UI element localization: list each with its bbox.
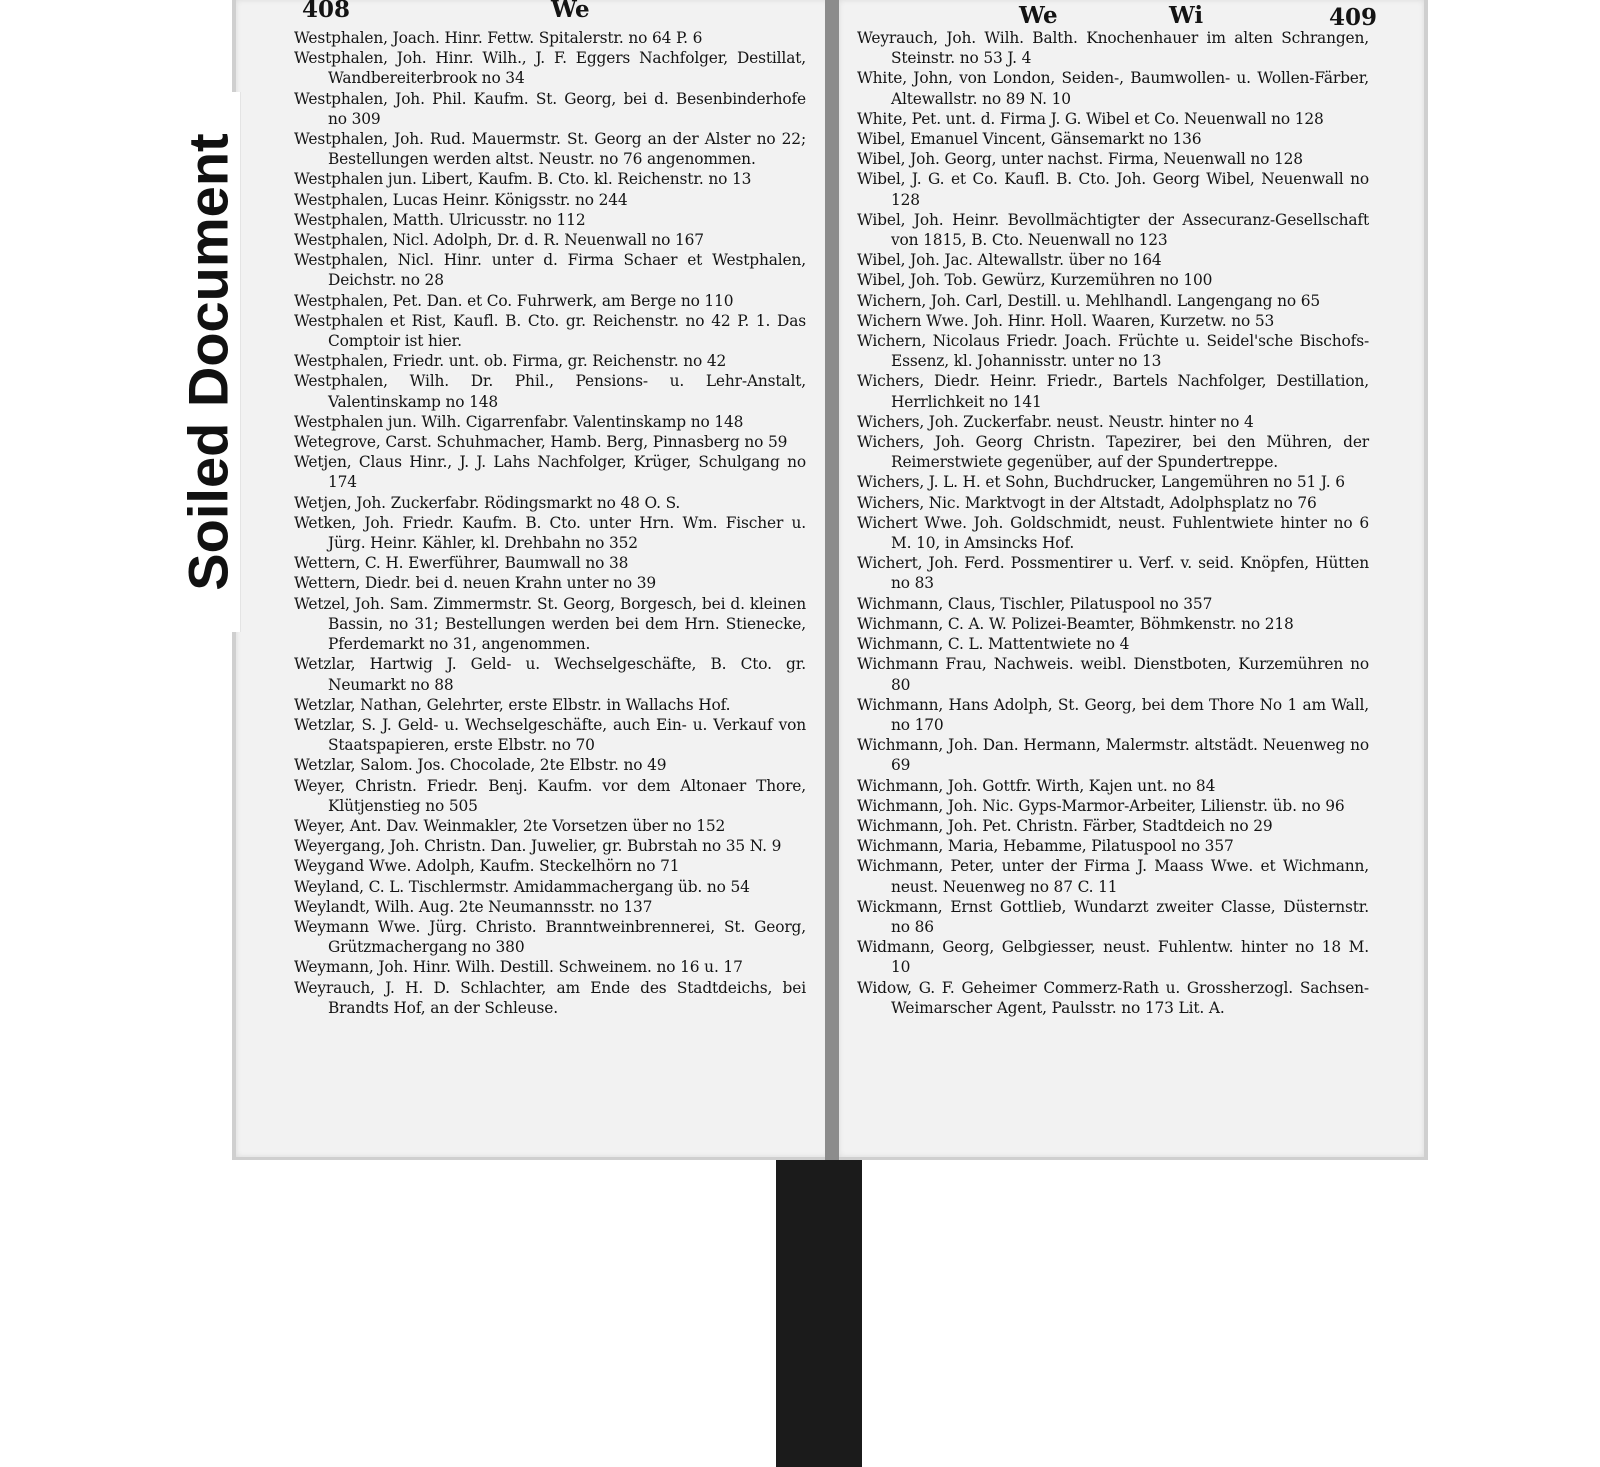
directory-entry: Westphalen, Joh. Hinr. Wilh., J. F. Eggers Nachfolger, Destillat, Wandbereiterbrook no 34: [294, 49, 806, 88]
directory-entry: White, John, von London, Seiden-, Baumwollen- u. Wollen-Färber, Altewallstr. no 89 N. 10: [857, 69, 1369, 108]
directory-entry: Wettern, C. H. Ewerführer, Baumwall no 38: [294, 554, 629, 573]
directory-entry: Weyland, C. L. Tischlermstr. Amidammachergang üb. no 54: [294, 877, 750, 896]
directory-entry: Weyrauch, Joh. Wilh. Balth. Knochenhauer im alten Schrangen, Steinstr. no 53 J. 4: [857, 29, 1369, 68]
directory-entry: Wichers, Diedr. Heinr. Friedr., Bartels Nachfolger, Destillation, Herrlichkeit no 141: [857, 372, 1369, 411]
directory-entry: Westphalen, Lucas Heinr. Königsstr. no 244: [294, 190, 628, 209]
directory-entry: Wichmann, Joh. Pet. Christn. Färber, Stadtdeich no 29: [857, 816, 1273, 835]
directory-entry: Weyer, Christn. Friedr. Benj. Kaufm. vor dem Altonaer Thore, Klütjenstieg no 505: [294, 776, 806, 815]
left-entry-list: [294, 28, 806, 1018]
directory-entry: Westphalen, Joh. Rud. Mauermstr. St. Georg an der Alster no 22; Bestellungen werden altst. Neustr. no 76 angenommen.: [294, 130, 806, 169]
directory-entry: Westphalen, Joach. Hinr. Fettw. Spitalerstr. no 64 P. 6: [294, 29, 703, 47]
directory-entry: Wichern, Nicolaus Friedr. Joach. Früchte u. Seidel'sche Bischofs-Essenz, kl. Johannisstr. unter no 13: [857, 332, 1369, 371]
directory-entry: Westphalen, Nicl. Hinr. unter d. Firma Schaer et Westphalen, Deichstr. no 28: [294, 251, 806, 290]
right-page-header: [839, 0, 1424, 31]
directory-entry: Wichern, Joh. Carl, Destill. u. Mehlhandl. Langengang no 65: [857, 291, 1321, 310]
directory-entry: Westphalen, Nicl. Adolph, Dr. d. R. Neuenwall no 167: [294, 231, 704, 250]
directory-entry: Wettern, Diedr. bei d. neuen Krahn unter no 39: [294, 574, 657, 593]
directory-entry: Wichmann, Maria, Hebamme, Pilatuspool no 357: [857, 837, 1234, 856]
directory-entry: Wichmann, Joh. Dan. Hermann, Malermstr. altstädt. Neuenweg no 69: [857, 736, 1369, 775]
directory-entry: Weyergang, Joh. Christn. Dan. Juwelier, gr. Bubrstah no 35 N. 9: [294, 837, 782, 856]
directory-entry: Westphalen, Friedr. unt. ob. Firma, gr. Reichenstr. no 42: [294, 352, 727, 371]
directory-entry: Wetjen, Claus Hinr., J. J. Lahs Nachfolger, Krüger, Schulgang no 174: [294, 453, 806, 492]
directory-entry: Wichern Wwe. Joh. Hinr. Holl. Waaren, Kurzetw. no 53: [857, 311, 1275, 330]
left-page: [232, 0, 829, 1160]
directory-entry: Weyrauch, J. H. D. Schlachter, am Ende des Stadtdeichs, bei Brandts Hof, an der Schleuse.: [294, 978, 806, 1017]
directory-entry: Westphalen, Matth. Ulricusstr. no 112: [294, 210, 586, 229]
left-page-header: [236, 0, 829, 22]
right-page: [839, 0, 1428, 1160]
directory-entry: Westphalen, Wilh. Dr. Phil., Pensions- u. Lehr-Anstalt, Valentinskamp no 148: [294, 372, 806, 411]
directory-entry: Wichmann, Claus, Tischler, Pilatuspool no 357: [857, 594, 1213, 613]
directory-entry: Wickmann, Ernst Gottlieb, Wundarzt zweiter Classe, Düsternstr. no 86: [857, 897, 1369, 936]
left-page-key-word: We: [551, 0, 590, 23]
directory-entry: Wibel, Joh. Jac. Altewallstr. über no 164: [857, 251, 1162, 270]
right-page-key-word-2: Wi: [1169, 2, 1204, 29]
directory-entry: Wetegrove, Carst. Schuhmacher, Hamb. Berg, Pinnasberg no 59: [294, 433, 788, 452]
directory-entry: Wichmann, Peter, unter der Firma J. Maass Wwe. et Wichmann, neust. Neuenweg no 87 C. 11: [857, 857, 1369, 896]
directory-entry: Wibel, Joh. Georg, unter nachst. Firma, Neuenwall no 128: [857, 150, 1303, 169]
directory-entry: Wichers, Joh. Zuckerfabr. neust. Neustr. hinter no 4: [857, 412, 1254, 431]
directory-entry: Wichmann, Hans Adolph, St. Georg, bei dem Thore No 1 am Wall, no 170: [857, 695, 1369, 734]
directory-entry: Weygand Wwe. Adolph, Kaufm. Steckelhörn no 71: [294, 857, 680, 876]
directory-entry: Wibel, J. G. et Co. Kaufl. B. Cto. Joh. Georg Wibel, Neuenwall no 128: [857, 170, 1369, 209]
directory-entry: Wichert, Joh. Ferd. Possmentirer u. Verf. v. seid. Knöpfen, Hütten no 83: [857, 554, 1369, 593]
directory-entry: Wichers, Joh. Georg Christn. Tapezirer, bei den Mühren, der Reimerstwiete gegenüber, auf der Spundertreppe.: [857, 433, 1369, 472]
directory-entry: Wichmann, Joh. Nic. Gyps-Marmor-Arbeiter, Lilienstr. üb. no 96: [857, 796, 1345, 815]
directory-entry: Wibel, Joh. Tob. Gewürz, Kurzemühren no 100: [857, 271, 1213, 290]
directory-entry: Wetjen, Joh. Zuckerfabr. Rödingsmarkt no 48 O. S.: [294, 493, 681, 512]
directory-entry: Wichmann, Joh. Gottfr. Wirth, Kajen unt. no 84: [857, 776, 1216, 795]
right-entry-list: [857, 28, 1369, 1018]
book-gutter: [825, 0, 839, 1160]
directory-entry: Wichmann, C. A. W. Polizei-Beamter, Böhmkenstr. no 218: [857, 614, 1294, 633]
directory-entry: Weymann Wwe. Jürg. Christo. Branntweinbrennerei, St. Georg, Grützmachergang no 380: [294, 917, 806, 957]
directory-entry: Wetzlar, S. J. Geld- u. Wechselgeschäfte, auch Ein- u. Verkauf von Staatspapieren, erste Elbstr. no 70: [294, 715, 806, 755]
directory-entry: Wichers, J. L. H. et Sohn, Buchdrucker, Langemühren no 51 J. 6: [857, 473, 1345, 492]
directory-entry: Widow, G. F. Geheimer Commerz-Rath u. Grossherzogl. Sachsen-Weimarscher Agent, Paulsstr. no 173 Lit. A.: [857, 978, 1369, 1017]
directory-entry: Wetzlar, Hartwig J. Geld- u. Wechselgeschäfte, B. Cto. gr. Neumarkt no 88: [294, 655, 806, 694]
directory-entry: Westphalen, Pet. Dan. et Co. Fuhrwerk, am Berge no 110: [294, 291, 734, 310]
stamp-label: Soiled Document: [176, 133, 240, 591]
spine-strip: [776, 1160, 862, 1467]
directory-entry: Weymann, Joh. Hinr. Wilh. Destill. Schweinem. no 16 u. 17: [294, 958, 743, 977]
directory-entry: Wichert Wwe. Joh. Goldschmidt, neust. Fuhlentwiete hinter no 6 M. 10, in Amsincks Hof.: [857, 513, 1369, 553]
directory-entry: Westphalen, Joh. Phil. Kaufm. St. Georg, bei d. Besenbinderhofe no 309: [294, 89, 806, 128]
directory-entry: Wibel, Joh. Heinr. Bevollmächtigter der Assecuranz-Gesellschaft von 1815, B. Cto. Neuenwall no 123: [857, 210, 1369, 250]
directory-entry: Westphalen jun. Libert, Kaufm. B. Cto. kl. Reichenstr. no 13: [294, 170, 752, 189]
directory-entry: Wichmann Frau, Nachweis. weibl. Dienstboten, Kurzemühren no 80: [857, 655, 1369, 694]
right-page-key-word: We: [1019, 2, 1058, 29]
directory-entry: Wichmann, C. L. Mattentwiete no 4: [857, 635, 1130, 654]
directory-entry: Wibel, Emanuel Vincent, Gänsemarkt no 136: [857, 130, 1202, 149]
directory-entry: Weyer, Ant. Dav. Weinmakler, 2te Vorsetzen über no 152: [294, 816, 726, 835]
left-page-number: 408: [302, 0, 351, 23]
directory-entry: Widmann, Georg, Gelbgiesser, neust. Fuhlentw. hinter no 18 M. 10: [857, 938, 1369, 977]
directory-entry: Wetzel, Joh. Sam. Zimmermstr. St. Georg, Borgesch, bei d. kleinen Bassin, no 31; Bestellungen werden bei dem Hrn. Stienecke, Pferdemarkt no 31, angenommen.: [294, 594, 806, 654]
directory-entry: Weylandt, Wilh. Aug. 2te Neumannsstr. no 137: [294, 897, 653, 916]
directory-entry: Westphalen et Rist, Kaufl. B. Cto. gr. Reichenstr. no 42 P. 1. Das Comptoir ist hier.: [294, 311, 806, 351]
directory-entry: White, Pet. unt. d. Firma J. G. Wibel et Co. Neuenwall no 128: [857, 109, 1324, 128]
directory-entry: Wichers, Nic. Marktvogt in der Altstadt, Adolphsplatz no 76: [857, 493, 1317, 512]
directory-entry: Wetken, Joh. Friedr. Kaufm. B. Cto. unter Hrn. Wm. Fischer u. Jürg. Heinr. Kähler, kl. Drehbahn no 352: [294, 513, 806, 553]
directory-entry: Wetzlar, Nathan, Gelehrter, erste Elbstr. in Wallachs Hof.: [294, 695, 731, 714]
soiled-document-stamp: [176, 92, 241, 632]
directory-entry: Wetzlar, Salom. Jos. Chocolade, 2te Elbstr. no 49: [294, 756, 667, 775]
right-page-number: 409: [1329, 4, 1378, 31]
directory-entry: Westphalen jun. Wilh. Cigarrenfabr. Valentinskamp no 148: [294, 412, 744, 431]
